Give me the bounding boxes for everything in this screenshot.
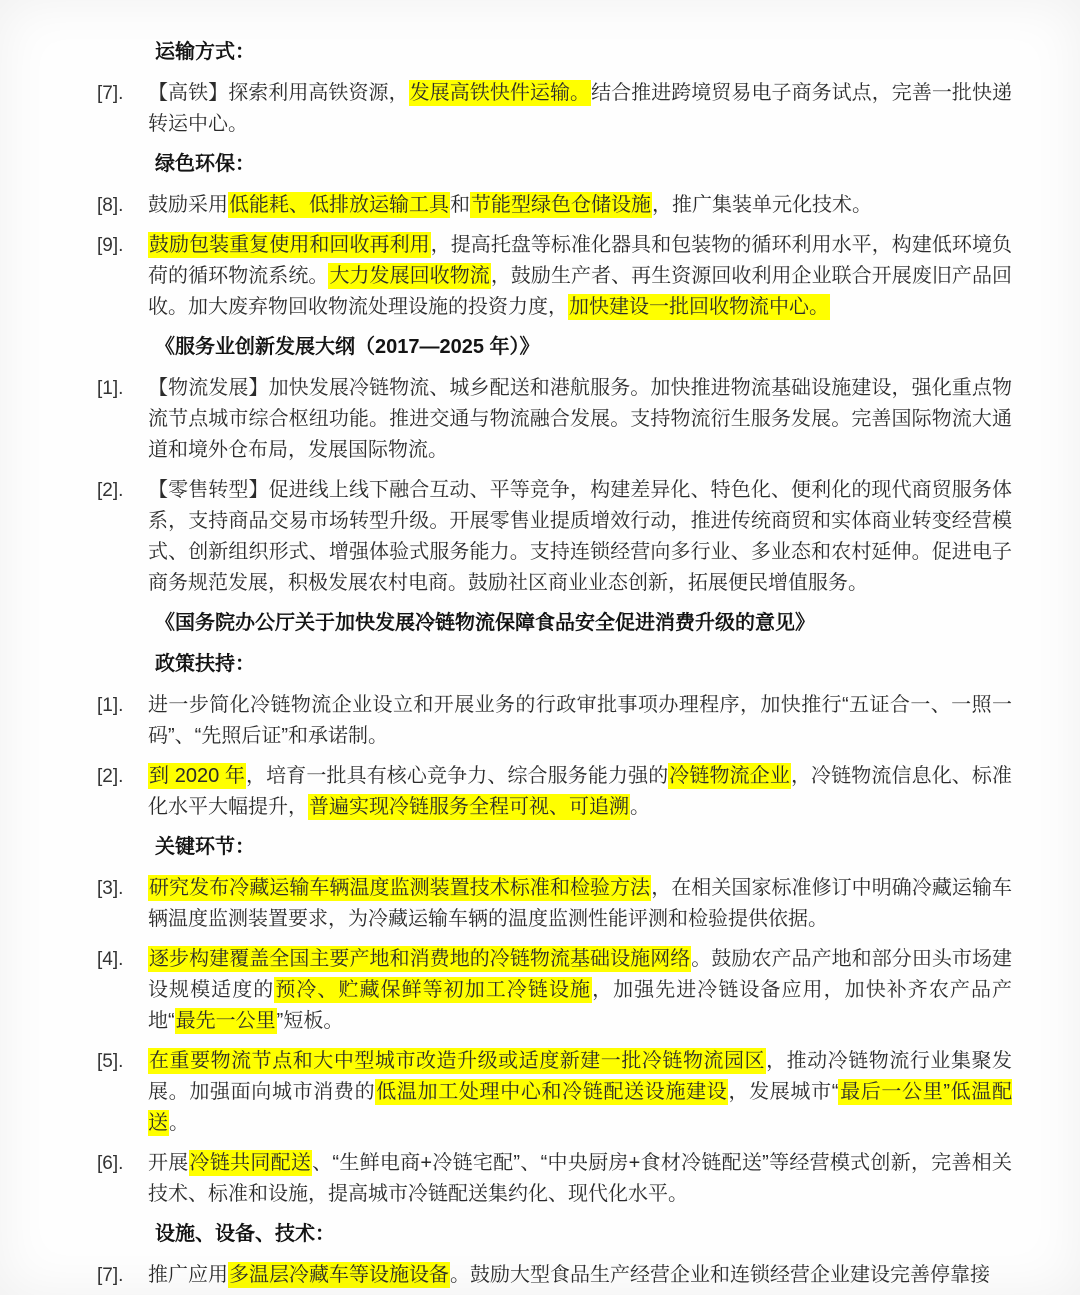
text-run: ”短板。 [276,1010,344,1032]
text-run: ，推动冷链物流行业集聚发展。加强面向城市消费的 [148,1050,1013,1103]
item-number: [1]. [97,695,124,716]
item-text [148,475,1012,599]
list-item [97,1046,1012,1139]
item-text [148,1260,1012,1291]
text-run: 和 [450,194,470,216]
text-run: 结合推进跨境贸易电子商务试点，完善一批快递转运中心。 [148,82,1013,135]
highlighted-text: 低温加工处理中心和冷链配送设施建设 [376,1081,728,1103]
item-number: [9]. [97,235,124,256]
item-text [148,873,1012,935]
text-run: ，推广集装单元化技术。 [652,194,872,216]
highlighted-text: 最后一公里”低温配送 [148,1081,1012,1134]
document-title: 《国务院办公厅关于加快发展冷链物流保障食品安全促进消费升级的意见》 [155,612,815,634]
item-text [148,373,1012,466]
highlighted-text: 逐步构建覆盖全国主要产地和消费地的冷链物流基础设施网络 [149,948,691,970]
item-text [148,1148,1012,1210]
highlighted-text: 低能耗、低排放运输工具 [229,194,449,216]
highlighted-text: 最先一公里 [175,1010,276,1032]
text-run: ，提高托盘等标准化器具和包装物的循环利用水平，构建低环境负荷的循环物流系统。 [148,234,1013,287]
text-run: 。鼓励农产品产地和部分田头市场建设规模适度的 [148,948,1013,1001]
highlighted-text: 大力发展回收物流 [329,265,490,287]
item-text [148,1046,1012,1139]
text-run: 鼓励采用 [148,194,228,216]
document-title: 《服务业创新发展大纲（2017—2025 年）》 [155,336,540,358]
item-number: [1]. [97,378,124,399]
item-number: [3]. [97,878,124,899]
highlighted-text: 预冷、贮藏保鲜等初加工冷链设施 [275,979,592,1001]
text-run: 开展 [148,1152,189,1174]
list-item [97,944,1012,1037]
list-item [97,1260,1012,1291]
highlighted-text: 冷链共同配送 [189,1152,312,1174]
highlighted-text: 加快建设一批回收物流中心。 [569,296,829,318]
highlighted-text: 多温层冷藏车等设施设备 [229,1264,449,1286]
text-run: 进一步简化冷链物流企业设立和开展业务的行政审批事项办理程序，加快推行“五证合一、一照一码”、“先照后证”和承诺制。 [148,694,1012,747]
item-number: [5]. [97,1051,124,1072]
text-run: ，培育一批具有核心竞争力、综合服务能力强的 [246,765,669,787]
highlighted-text: 普遍实现冷链服务全程可视、可追溯 [309,796,629,818]
highlighted-text: 到 2020 年 [149,765,246,787]
item-text [148,690,1012,752]
highlighted-text: 节能型绿色仓储设施 [471,194,651,216]
item-number: [8]. [97,195,124,216]
list-item [97,1148,1012,1210]
text-run: ，加强先进冷链设备应用，加快补齐农产品产地“ [148,979,1013,1032]
list-item [97,873,1012,935]
section-heading: 政策扶持： [155,653,255,675]
item-text [148,190,1012,221]
text-run: 【高铁】探索利用高铁资源， [148,82,409,104]
highlighted-text: 发展高铁快件运输。 [409,82,591,104]
item-number: [4]. [97,949,124,970]
highlighted-text: 在重要物流节点和大中型城市改造升级或适度新建一批冷链物流园区 [149,1050,766,1072]
text-run: 、“生鲜电商+冷链宅配”、“中央厨房+食材冷链配送”等经营模式创新，完善相关技术、标准和设施，提高城市冷链配送集约化、现代化水平。 [148,1152,1013,1205]
document-content [97,37,1012,1291]
item-number: [7]. [97,83,124,104]
item-text [148,761,1012,823]
list-item [97,690,1012,752]
section-heading: 绿色环保： [155,153,255,175]
text-run: ，在相关国家标准修订中明确冷藏运输车辆温度监测装置要求，为冷藏运输车辆的温度监测性能评测和检验提供依据。 [148,877,1013,930]
list-item [97,78,1012,140]
text-run: 【零售转型】促进线上线下融合互动、平等竞争，构建差异化、特色化、便利化的现代商贸服务体系，支持商品交易市场转型升级。开展零售业提质增效行动，推进传统商贸和实体商业转变经营模式、创新组织形式、增强体验式服务能力。支持连锁经营向多行业、多业态和农村延伸。促进电子商务规范发展，积极发展农村电商。鼓励社区商业业态创新，拓展便民增值服务。 [148,479,1012,594]
item-number: [7]. [97,1265,124,1286]
item-text [148,944,1012,1037]
item-number: [6]. [97,1153,124,1174]
text-run: ，鼓励生产者、再生资源回收利用企业联合开展废旧产品回收。加大废弃物回收物流处理设施的投资力度， [148,265,1013,318]
item-text [148,230,1012,323]
item-text [148,78,1012,140]
text-run: 。 [169,1112,189,1134]
list-item [97,475,1012,599]
text-run: 【物流发展】加快发展冷链物流、城乡配送和港航服务。加快推进物流基础设施建设，强化重点物流节点城市综合枢纽功能。推进交通与物流融合发展。支持物流衍生服务发展。完善国际物流大通道和境外仓布局，发展国际物流。 [148,377,1012,461]
list-item [97,761,1012,823]
text-run: 。 [630,796,650,818]
text-run: ，冷链物流信息化、标准化水平大幅提升， [148,765,1013,818]
section-heading: 关键环节： [155,836,255,858]
list-item [97,190,1012,221]
text-run: 。鼓励大型食品生产经营企业和连锁经营企业建设完善停靠接 [450,1264,990,1286]
list-item [97,230,1012,323]
highlighted-text: 冷链物流企业 [669,765,790,787]
item-number: [2]. [97,766,124,787]
section-heading: 设施、设备、技术： [155,1223,335,1245]
section-heading: 运输方式： [155,41,255,63]
text-run: 推广应用 [148,1264,228,1286]
item-number: [2]. [97,480,124,501]
list-item [97,373,1012,466]
highlighted-text: 鼓励包装重复使用和回收再利用 [149,234,430,256]
highlighted-text: 研究发布冷藏运输车辆温度监测装置技术标准和检验方法 [149,877,651,899]
text-run: ，发展城市“ [728,1081,839,1103]
